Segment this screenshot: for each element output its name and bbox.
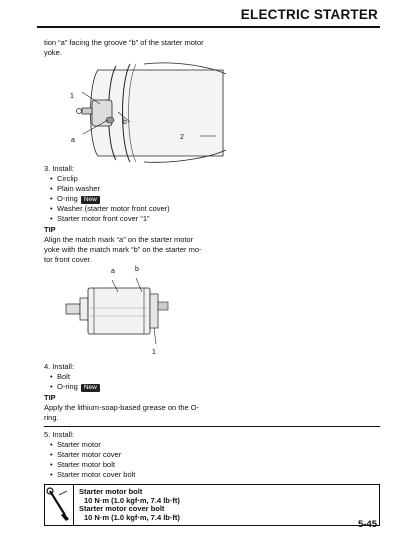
- starter-motor-illustration: [64, 270, 174, 360]
- motor-yoke-illustration: [68, 58, 228, 164]
- list-item: • Bolt: [50, 372, 380, 382]
- callout-a: a: [111, 268, 115, 275]
- list-item: • Washer (starter motor front cover): [50, 204, 380, 214]
- list-item: [50, 382, 380, 392]
- list-item: • Circlip: [50, 174, 380, 184]
- main-content: [44, 38, 380, 526]
- list-item: • Starter motor cover: [50, 450, 380, 460]
- callout-1: 1: [152, 349, 156, 356]
- step-3-list: [44, 174, 380, 224]
- list-item: • Starter motor cover bolt: [50, 470, 380, 480]
- intro-line-2: yoke.: [44, 48, 62, 57]
- figure-starter-motor: [44, 265, 380, 362]
- tip-line: ring.: [44, 413, 59, 422]
- list-item-text: O-ring: [57, 194, 78, 203]
- header-rule: [37, 26, 380, 28]
- torque-value: 10 N·m (1.0 kgf·m, 7.4 lb·ft): [84, 495, 180, 505]
- page-number: 5-45: [357, 519, 377, 530]
- callout-1: 1: [70, 93, 74, 100]
- list-item: • Starter motor front cover “1”: [50, 214, 380, 224]
- new-badge: New: [81, 384, 100, 392]
- torque-item-label: Starter motor cover bolt: [79, 504, 165, 514]
- step-4-heading: 4. Install:: [44, 362, 75, 371]
- figure-motor-yoke: [44, 58, 380, 164]
- intro-line-1: tion “a” facing the groove “b” of the starter motor: [44, 38, 204, 47]
- tip-line: tor front cover.: [44, 255, 92, 264]
- list-item: • Starter motor: [50, 440, 380, 450]
- list-item-text: O-ring: [57, 382, 78, 391]
- torque-value: 10 N·m (1.0 kgf·m, 7.4 lb·ft): [84, 512, 180, 522]
- section-divider: [44, 426, 380, 427]
- tip-line: Apply the lithium-soap-based grease on the O-: [44, 403, 200, 412]
- torque-wrench-icon: [45, 485, 74, 525]
- callout-b: b: [135, 266, 139, 273]
- tip-line: yoke with the match mark “b” on the starter mo-: [44, 245, 202, 254]
- step-3-heading: 3. Install:: [44, 164, 75, 173]
- new-badge: New: [81, 196, 100, 204]
- torque-item-label: Starter motor bolt: [79, 487, 143, 496]
- section-title: ELECTRIC STARTER: [240, 7, 378, 22]
- tip-label: TIP: [44, 225, 56, 234]
- list-item: • Plain washer: [50, 184, 380, 194]
- tip-label: TIP: [44, 393, 56, 402]
- callout-2: 2: [180, 134, 184, 141]
- callout-b: b: [123, 119, 127, 126]
- callout-a: a: [71, 137, 75, 144]
- list-item: • Starter motor bolt: [50, 460, 380, 470]
- list-item: [50, 194, 380, 204]
- step-4-list: [44, 372, 380, 392]
- step-5-list: [44, 440, 380, 480]
- torque-spec-text: [79, 488, 180, 522]
- torque-spec-box: [44, 484, 380, 526]
- step-5-heading: 5. Install:: [44, 430, 75, 439]
- tip-line: Align the match mark “a” on the starter motor: [44, 235, 194, 244]
